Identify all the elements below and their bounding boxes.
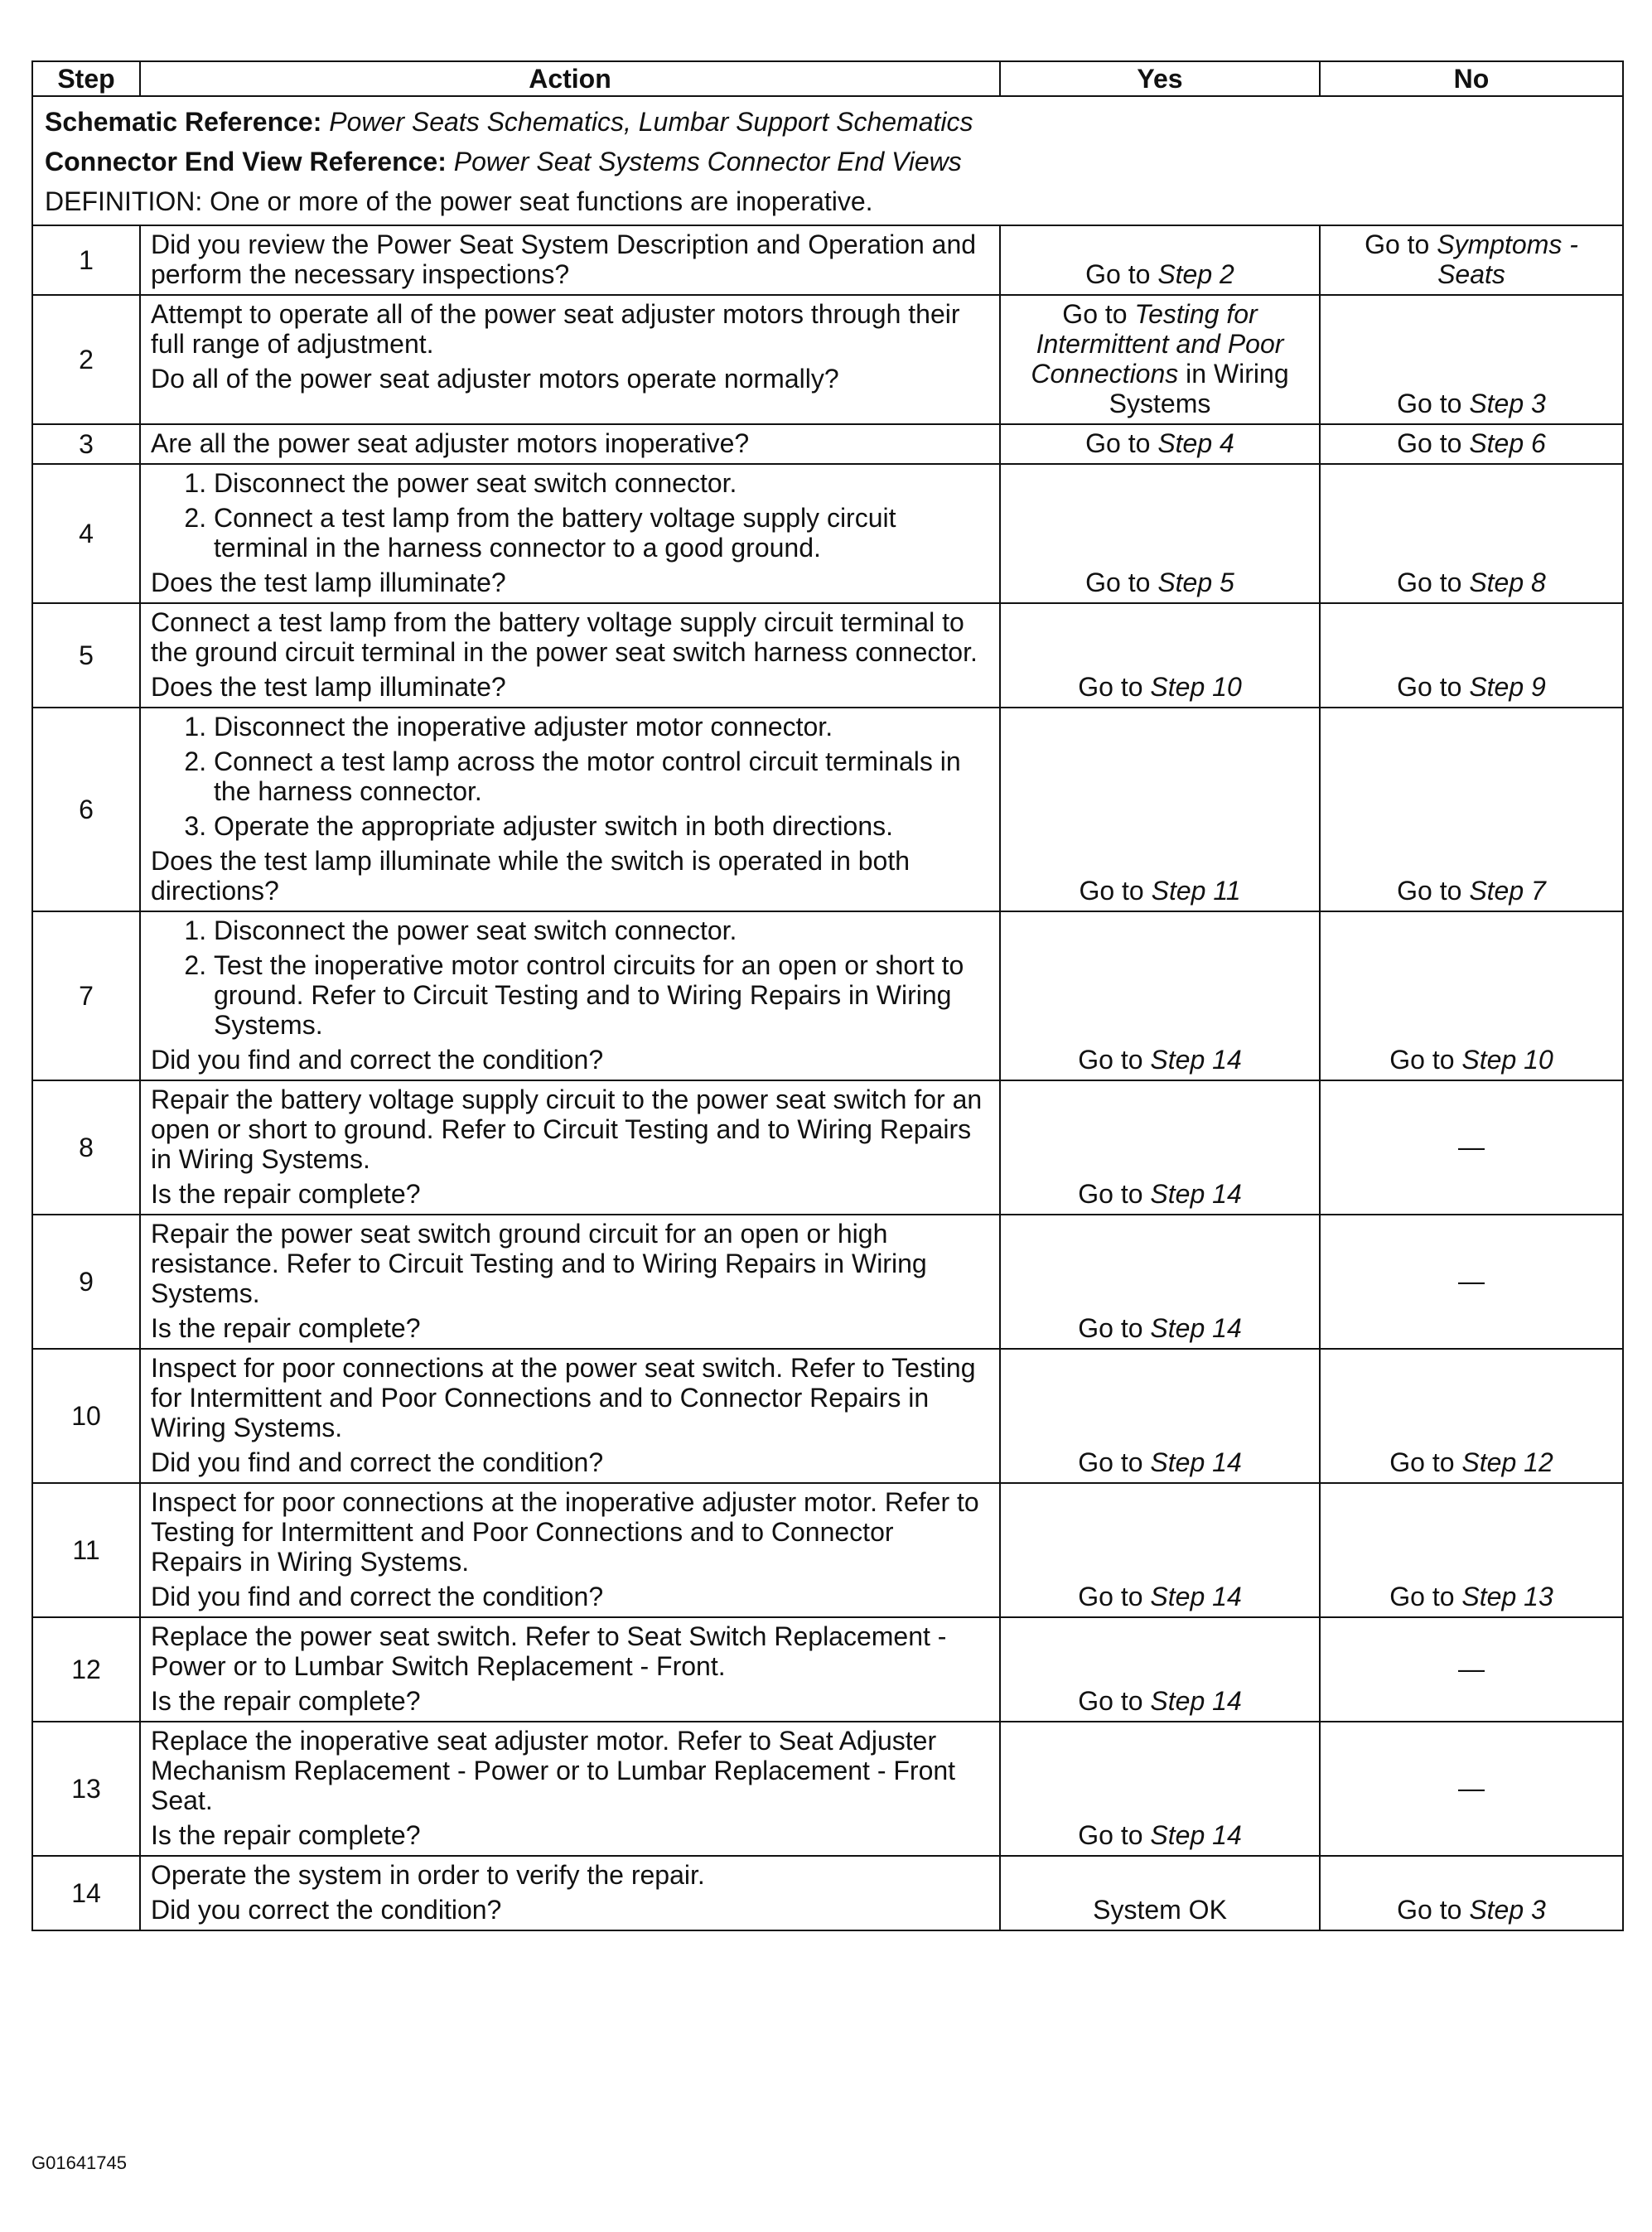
text-run: System OK — [1093, 1895, 1227, 1925]
text-run: — — [1458, 1132, 1485, 1162]
step-number: 10 — [32, 1349, 140, 1483]
action-cell — [140, 603, 1000, 708]
action-paragraph: Did you review the Power Seat System Description and Operation and perform the necessary inspections? — [151, 229, 977, 289]
text-run: Go to — [1062, 299, 1135, 329]
action-cell — [140, 1617, 1000, 1722]
table-row — [32, 424, 1623, 464]
table-row — [32, 464, 1623, 603]
action-paragraph: Are all the power seat adjuster motors inoperative? — [151, 428, 750, 458]
text-run: Go to — [1397, 428, 1470, 458]
text-run: Go to — [1079, 876, 1152, 906]
no-result — [1320, 1215, 1623, 1349]
text-run: Go to — [1397, 672, 1470, 702]
text-run: Go to — [1085, 259, 1158, 289]
step-number: 12 — [32, 1617, 140, 1722]
text-run: Go to — [1078, 1820, 1151, 1850]
action-cell — [140, 464, 1000, 603]
action-cell — [140, 1483, 1000, 1617]
text-run: Go to — [1397, 568, 1470, 597]
action-paragraph: Repair the battery voltage supply circuit to the power seat switch for an open or short to ground. Refer to Circuit Testing and to Wiring Repairs in Wiring Systems. — [151, 1085, 983, 1174]
action-cell — [140, 1215, 1000, 1349]
text-run: Go to — [1078, 672, 1151, 702]
yes-result — [1000, 708, 1320, 911]
procedure-item: 2. Test the inoperative motor control circuits for an open or short to ground. Refer to Circuit Testing and to Wiring Repairs in Wiring Systems. — [214, 950, 989, 1040]
schematic-reference-value: Power Seats Schematics, Lumbar Support Schematics — [329, 107, 973, 137]
action-paragraph: Inspect for poor connections at the power seat switch. Refer to Testing for Intermittent and Poor Connections and to Connector Repairs in Wiring Systems. — [151, 1353, 976, 1442]
column-header-step: Step — [32, 61, 140, 96]
step-reference-link: Step 10 — [1150, 672, 1242, 702]
step-number: 9 — [32, 1215, 140, 1349]
action-paragraph: Does the test lamp illuminate? — [151, 568, 506, 597]
yes-result — [1000, 1856, 1320, 1930]
table-row — [32, 1349, 1623, 1483]
step-number: 13 — [32, 1722, 140, 1856]
column-header-row — [32, 61, 1623, 96]
action-cell — [140, 1856, 1000, 1930]
text-run: Go to — [1078, 1686, 1151, 1716]
text-run: Go to — [1078, 1179, 1151, 1209]
procedure-item: 2. Connect a test lamp from the battery voltage supply circuit terminal in the harness connector to a good ground. — [214, 503, 989, 563]
text-run: Go to — [1397, 876, 1470, 906]
step-number: 3 — [32, 424, 140, 464]
column-header-yes: Yes — [1000, 61, 1320, 96]
action-paragraph: Is the repair complete? — [151, 1179, 421, 1209]
yes-result — [1000, 295, 1320, 424]
no-result — [1320, 295, 1623, 424]
table-row — [32, 1080, 1623, 1215]
text-run: Go to — [1085, 568, 1158, 597]
text-run: Go to — [1078, 1313, 1151, 1343]
yes-result — [1000, 603, 1320, 708]
step-reference-link: Step 14 — [1150, 1582, 1242, 1611]
schematic-reference — [45, 102, 1611, 142]
yes-result — [1000, 1722, 1320, 1856]
step-number: 4 — [32, 464, 140, 603]
yes-result — [1000, 1215, 1320, 1349]
step-reference-link: Step 13 — [1461, 1582, 1553, 1611]
step-reference-link: Step 12 — [1461, 1447, 1553, 1477]
action-paragraph: Is the repair complete? — [151, 1313, 421, 1343]
procedure-item: 1. Disconnect the power seat switch connector. — [214, 468, 989, 498]
no-result — [1320, 1483, 1623, 1617]
procedure-list — [151, 916, 989, 1040]
action-cell — [140, 911, 1000, 1080]
step-number: 7 — [32, 911, 140, 1080]
action-paragraph: Inspect for poor connections at the inoperative adjuster motor. Refer to Testing for Intermittent and Poor Connections and to Connector Repairs in Wiring Systems. — [151, 1487, 979, 1577]
step-reference-link: Step 14 — [1150, 1447, 1242, 1477]
column-header-no: No — [1320, 61, 1623, 96]
text-run: — — [1458, 1773, 1485, 1803]
action-paragraph: Attempt to operate all of the power seat adjuster motors through their full range of adjustment. — [151, 299, 960, 359]
action-paragraph: Replace the power seat switch. Refer to Seat Switch Replacement - Power or to Lumbar Switch Replacement - Front. — [151, 1621, 947, 1681]
yes-result — [1000, 424, 1320, 464]
diagnostic-table-sheet — [31, 60, 1622, 1931]
procedure-list — [151, 712, 989, 841]
no-result — [1320, 1080, 1623, 1215]
connector-end-view-reference — [45, 142, 1611, 181]
action-cell — [140, 1349, 1000, 1483]
table-row — [32, 603, 1623, 708]
step-reference-link: Step 7 — [1469, 876, 1546, 906]
action-paragraph: Replace the inoperative seat adjuster motor. Refer to Seat Adjuster Mechanism Replacement - Power or to Lumbar Replacement - Front Seat. — [151, 1726, 956, 1815]
step-reference-link: Step 14 — [1150, 1820, 1242, 1850]
schematic-reference-label: Schematic Reference: — [45, 107, 322, 137]
action-paragraph: Repair the power seat switch ground circuit for an open or high resistance. Refer to Circuit Testing and to Wiring Repairs in Wiring Systems. — [151, 1219, 927, 1308]
step-reference-link: Step 14 — [1150, 1313, 1242, 1343]
text-run: Go to — [1078, 1582, 1151, 1611]
step-reference-link: Step 14 — [1150, 1179, 1242, 1209]
reference-row — [32, 96, 1623, 225]
text-run: Go to — [1397, 1895, 1470, 1925]
procedure-item: 3. Operate the appropriate adjuster switch in both directions. — [214, 811, 989, 841]
step-reference-link: Step 10 — [1461, 1045, 1553, 1075]
step-reference-link: Step 4 — [1157, 428, 1234, 458]
text-run: Go to — [1397, 389, 1470, 418]
step-reference-link: Step 5 — [1157, 568, 1234, 597]
no-result — [1320, 1722, 1623, 1856]
yes-result — [1000, 911, 1320, 1080]
text-run: Go to — [1365, 229, 1437, 259]
action-cell — [140, 1080, 1000, 1215]
step-number: 2 — [32, 295, 140, 424]
no-result — [1320, 225, 1623, 295]
step-reference-link: Step 11 — [1151, 876, 1241, 906]
step-reference-link: Step 14 — [1150, 1045, 1242, 1075]
connector-reference-label: Connector End View Reference: — [45, 147, 447, 176]
action-paragraph: Does the test lamp illuminate while the switch is operated in both directions? — [151, 846, 911, 906]
reference-cell — [32, 96, 1623, 225]
action-paragraph: Did you find and correct the condition? — [151, 1447, 604, 1477]
yes-result — [1000, 1617, 1320, 1722]
yes-result — [1000, 1349, 1320, 1483]
action-paragraph: Do all of the power seat adjuster motors operate normally? — [151, 364, 839, 394]
action-cell — [140, 1722, 1000, 1856]
text-run: Go to — [1389, 1447, 1462, 1477]
table-row — [32, 1215, 1623, 1349]
text-run: Go to — [1389, 1582, 1462, 1611]
step-number: 5 — [32, 603, 140, 708]
yes-result — [1000, 1080, 1320, 1215]
step-number: 8 — [32, 1080, 140, 1215]
table-row — [32, 1617, 1623, 1722]
no-result — [1320, 424, 1623, 464]
table-row — [32, 708, 1623, 911]
diagnostic-table — [31, 60, 1624, 1931]
step-reference-link: Step 14 — [1150, 1686, 1242, 1716]
action-paragraph: Is the repair complete? — [151, 1686, 421, 1716]
action-paragraph: Did you find and correct the condition? — [151, 1045, 604, 1075]
table-row — [32, 911, 1623, 1080]
text-run: Go to — [1389, 1045, 1462, 1075]
step-reference-link: Symptoms - Seats — [1437, 229, 1578, 289]
procedure-list — [151, 468, 989, 563]
no-result — [1320, 1617, 1623, 1722]
step-number: 11 — [32, 1483, 140, 1617]
action-paragraph: Does the test lamp illuminate? — [151, 672, 506, 702]
table-row — [32, 1722, 1623, 1856]
yes-result — [1000, 1483, 1320, 1617]
text-run: — — [1458, 1266, 1485, 1296]
no-result — [1320, 1349, 1623, 1483]
step-reference-link: Step 3 — [1469, 389, 1546, 418]
step-number: 14 — [32, 1856, 140, 1930]
action-paragraph: Operate the system in order to verify the repair. — [151, 1860, 705, 1890]
step-reference-link: Step 2 — [1157, 259, 1234, 289]
definition-text: DEFINITION: One or more of the power seat functions are inoperative. — [45, 186, 873, 216]
no-result — [1320, 911, 1623, 1080]
text-run: Go to — [1085, 428, 1158, 458]
action-cell — [140, 424, 1000, 464]
text-run: — — [1458, 1654, 1485, 1684]
action-paragraph: Did you find and correct the condition? — [151, 1582, 604, 1611]
procedure-item: 2. Connect a test lamp across the motor control circuit terminals in the harness connector. — [214, 746, 989, 806]
no-result — [1320, 603, 1623, 708]
table-row — [32, 295, 1623, 424]
table-row — [32, 225, 1623, 295]
figure-id: G01641745 — [31, 2152, 127, 2173]
no-result — [1320, 464, 1623, 603]
action-cell — [140, 295, 1000, 424]
step-reference-link: Step 6 — [1469, 428, 1546, 458]
action-paragraph: Did you correct the condition? — [151, 1895, 502, 1925]
text-run: Go to — [1078, 1447, 1151, 1477]
action-paragraph: Is the repair complete? — [151, 1820, 421, 1850]
yes-result — [1000, 464, 1320, 603]
step-number: 6 — [32, 708, 140, 911]
yes-result — [1000, 225, 1320, 295]
text-run: in Wiring Systems — [1109, 359, 1289, 418]
step-reference-link: Step 9 — [1469, 672, 1546, 702]
action-cell — [140, 225, 1000, 295]
column-header-action: Action — [140, 61, 1000, 96]
procedure-item: 1. Disconnect the power seat switch connector. — [214, 916, 989, 945]
step-reference-link: Step 8 — [1469, 568, 1546, 597]
step-number: 1 — [32, 225, 140, 295]
action-cell — [140, 708, 1000, 911]
text-run: Go to — [1078, 1045, 1151, 1075]
table-row — [32, 1483, 1623, 1617]
no-result — [1320, 1856, 1623, 1930]
no-result — [1320, 708, 1623, 911]
connector-reference-value: Power Seat Systems Connector End Views — [453, 147, 962, 176]
procedure-item: 1. Disconnect the inoperative adjuster motor connector. — [214, 712, 989, 742]
step-reference-link: Step 3 — [1469, 1895, 1546, 1925]
step-reference-link: Testing for Intermittent and Poor Connections — [1031, 299, 1284, 389]
table-row — [32, 1856, 1623, 1930]
action-paragraph: Connect a test lamp from the battery voltage supply circuit terminal to the ground circuit terminal in the power seat switch harness connector. — [151, 607, 978, 667]
